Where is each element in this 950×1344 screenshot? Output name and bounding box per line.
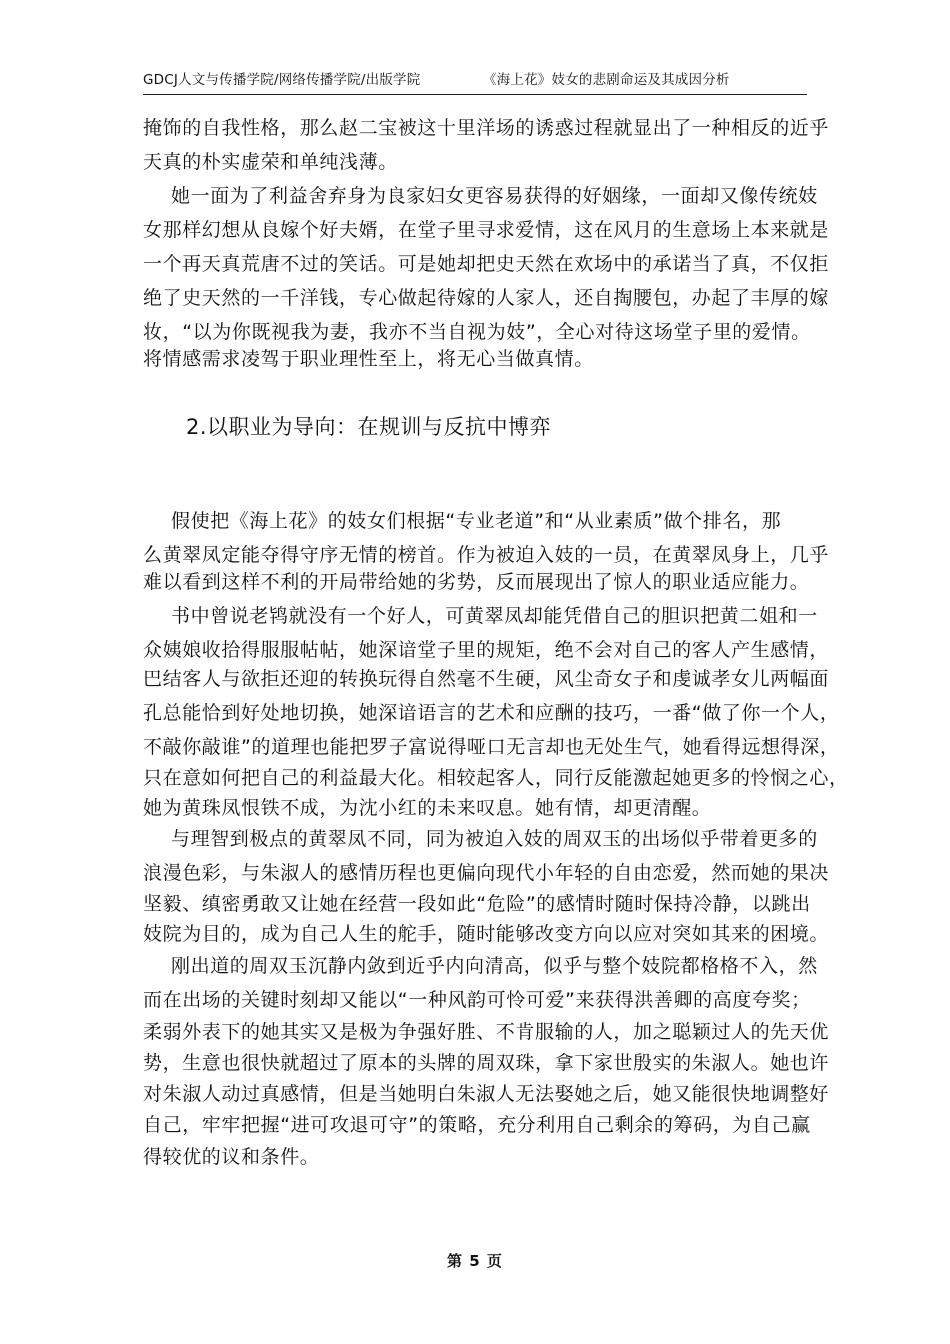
- body-line: 将情感需求凌驾于职业理性至上，将无心当做真情。: [143, 348, 594, 370]
- body-line: 自己，牢牢把握“进可攻退可守”的策略，充分利用自己剩余的筹码，为自己赢: [143, 1114, 811, 1136]
- body-line: 难以看到这样不利的开局带给她的劣势，反而展现出了惊人的职业适应能力。: [143, 571, 810, 593]
- page-header: [143, 68, 807, 94]
- body-line: 得较优的议和条件。: [143, 1146, 320, 1168]
- body-line: 孔总能恰到好处地切换，她深谙语言的艺术和应酬的技巧，一番“做了你一个人，: [143, 702, 840, 724]
- header-institution: GDCJ人文与传播学院/网络传播学院/出版学院: [143, 72, 421, 88]
- body-line: 天真的朴实虚荣和单纯浅薄。: [143, 151, 398, 173]
- body-line: 一个再天真荒唐不过的笑话。可是她却把史天然在欢场中的承诺当了真，不仅拒: [143, 253, 830, 275]
- body-line: 么黄翠凤定能夺得守序无情的榜首。作为被迫入妓的一员，在黄翠凤身上，几乎: [143, 544, 830, 566]
- body-line: 只在意如何把自己的利益最大化。相较起客人，同行反能激起她更多的怜悯之心，: [143, 767, 849, 789]
- body-line: 掩饰的自我性格，那么赵二宝被这十里洋场的诱惑过程就显出了一种相反的近乎: [143, 117, 830, 139]
- body-line: 坚毅、缜密勇敢又让她在经营一段如此“危险”的感情时随时保持冷静，以跳出: [143, 893, 811, 915]
- body-line: 巴结客人与欲拒还迎的转换玩得自然毫不生硬，风尘奇女子和虔诚孝女儿两幅面: [143, 668, 830, 690]
- body-line: 她一面为了利益舍弃身为良家妇女更容易获得的好姻缘，一面却又像传统妓: [171, 185, 818, 207]
- body-line: 书中曾说老鸨就没有一个好人，可黄翠凤却能凭借自己的胆识把黄二姐和一: [171, 605, 818, 627]
- body-line: 她为黄珠凤恨铁不成，为沈小红的未来叹息。她有情，却更清醒。: [143, 797, 712, 819]
- body-line: 妆，“以为你既视我为妻，我亦不当自视为妓”，全心对待这场堂子里的爱情。: [143, 321, 811, 343]
- header-divider: [143, 94, 807, 95]
- body-line: 势，生意也很快就超过了原本的头牌的周双珠，拿下家世殷实的朱淑人。她也许: [143, 1052, 830, 1074]
- page-number: 第 5 页: [447, 1252, 503, 1270]
- header-paper-title: 《海上花》妓女的悲剧命运及其成因分析: [483, 72, 730, 88]
- section-heading: 2.以职业为导向：在规训与反抗中博弈: [186, 415, 552, 439]
- body-line: 女那样幻想从良嫁个好夫婿，在堂子里寻求爱情，这在风月的生意场上本来就是: [143, 219, 830, 241]
- body-line: 柔弱外表下的她其实又是极为争强好胜、不肯服输的人，加之聪颖过人的先天优: [143, 1021, 830, 1043]
- body-line: 绝了史天然的一千洋钱，专心做起待嫁的人家人，还自掏腰包，办起了丰厚的嫁: [143, 287, 830, 309]
- body-line: 而在出场的关键时刻却又能以“一种风韵可怜可爱”来获得洪善卿的高度夸奖；: [143, 989, 811, 1011]
- body-line: 浪漫色彩，与朱淑人的感情历程也更偏向现代小年轻的自由恋爱，然而她的果决: [143, 862, 830, 884]
- body-line: 众姨娘收拾得服服帖帖，她深谙堂子里的规矩，绝不会对自己的客人产生感情，: [143, 639, 830, 661]
- body-line: 刚出道的周双玉沉静内敛到近乎内向清高，似乎与整个妓院都格格不入，然: [171, 955, 818, 977]
- body-line: 假使把《海上花》的妓女们根据“专业老道”和“从业素质”做个排名，那: [171, 510, 782, 532]
- body-line: 妓院为目的，成为自己人生的舵手，随时能够改变方向以应对突如其来的困境。: [143, 923, 830, 945]
- body-line: 不敲你敲谁”的道理也能把罗子富说得哑口无言却也无处生气，她看得远想得深，: [143, 736, 840, 758]
- body-line: 与理智到极点的黄翠凤不同，同为被迫入妓的周双玉的出场似乎带着更多的: [171, 828, 818, 850]
- body-line: 对朱淑人动过真感情，但是当她明白朱淑人无法娶她之后，她又能很快地调整好: [143, 1083, 830, 1105]
